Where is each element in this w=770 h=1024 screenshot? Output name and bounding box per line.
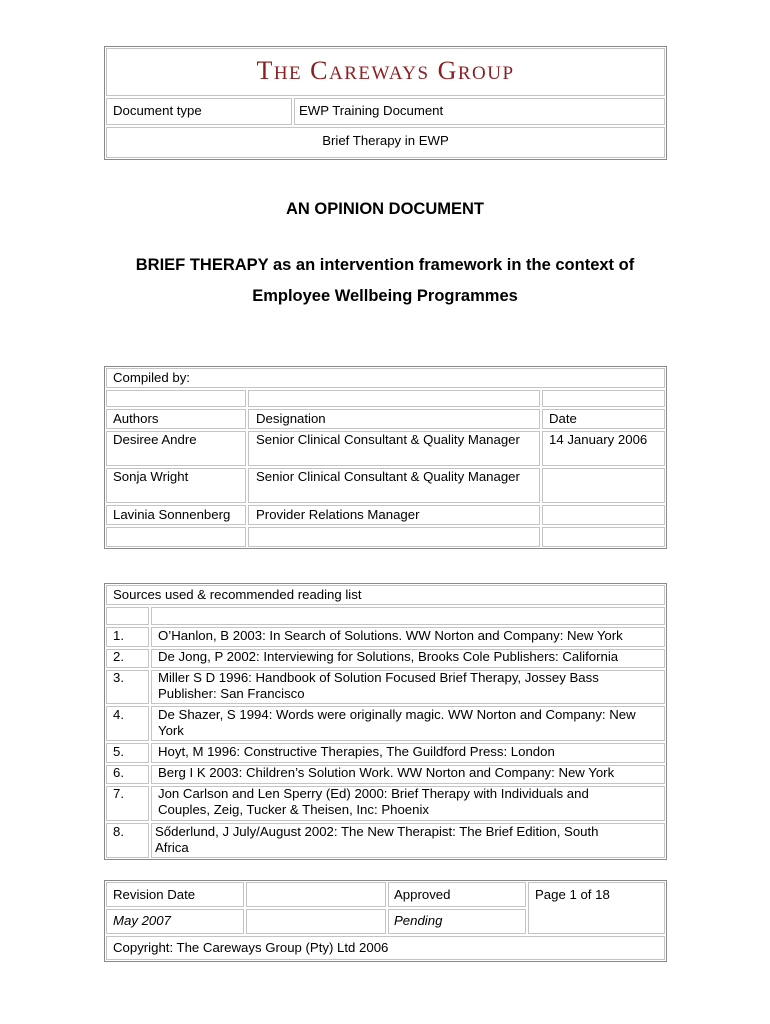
source-number: 4. [113,707,124,722]
revision-date-label: Revision Date [113,887,196,902]
revision-empty-cell [246,909,386,934]
source-number: 5. [113,744,124,759]
page-number: Page 1 of 18 [535,887,610,902]
doc-type-label: Document type [113,103,202,118]
source-text: Jon Carlson and Len Sperry (Ed) 2000: Brief Therapy with Individuals and Couples, Zeig, Tucker & Theisen, Inc: Phoenix [158,786,589,817]
sources-spacer-cell [151,607,665,625]
source-text: De Shazer, S 1994: Words were originally magic. WW Norton and Company: New York [158,707,636,738]
compiled-spacer-cell [106,390,246,407]
date-text: 14 January 2006 [549,432,648,447]
source-number: 3. [113,670,124,685]
copyright-text: Copyright: The Careways Group (Pty) Ltd 2006 [113,940,389,955]
compiled-spacer-cell [248,390,540,407]
author-name: Lavinia Sonnenberg [113,507,231,522]
compiled-empty-cell [106,527,246,547]
compiled-by-label: Compiled by: [113,370,190,385]
source-number: 7. [113,786,124,801]
designation-header: Designation [256,411,326,426]
date-cell [542,468,665,503]
doc-subtitle: Brief Therapy in EWP [322,133,449,148]
document-main-title: AN OPINION DOCUMENT [286,200,484,218]
source-text: Sőderlund, J July/August 2002: The New Therapist: The Brief Edition, South Africa [155,824,599,855]
revision-empty-cell [246,882,386,907]
compiled-empty-cell [542,527,665,547]
approved-label: Approved [394,887,451,902]
source-number: 1. [113,628,124,643]
source-text: Berg I K 2003: Children’s Solution Work. WW Norton and Company: New York [158,765,615,780]
compiled-spacer-cell [542,390,665,407]
document-title-line-2: Employee Wellbeing Programmes [252,287,518,305]
source-text: De Jong, P 2002: Interviewing for Solutions, Brooks Cole Publishers: California [158,649,619,664]
company-logo: THE CAREWAYS GROUP [256,56,515,85]
designation-text: Senior Clinical Consultant & Quality Manager [256,432,520,447]
author-name: Sonja Wright [113,469,189,484]
source-text: Hoyt, M 1996: Constructive Therapies, The Guildford Press: London [158,744,555,759]
revision-date-value: May 2007 [113,913,171,928]
approved-value: Pending [394,913,443,928]
document-title-line-1: BRIEF THERAPY as an intervention framework in the context of [135,256,635,274]
source-text: Miller S D 1996: Handbook of Solution Focused Brief Therapy, Jossey Bass Publisher: San Francisco [158,670,599,701]
designation-text: Provider Relations Manager [256,507,420,522]
date-header: Date [549,411,577,426]
doc-type-value: EWP Training Document [299,103,444,118]
author-name: Desiree Andre [113,432,197,447]
source-text: O’Hanlon, B 2003: In Search of Solutions. WW Norton and Company: New York [158,628,623,643]
compiled-empty-cell [248,527,540,547]
designation-text: Senior Clinical Consultant & Quality Manager [256,469,520,484]
sources-spacer-cell [106,607,149,625]
source-number: 8. [113,824,124,839]
sources-label: Sources used & recommended reading list [113,587,362,602]
source-number: 2. [113,649,124,664]
source-number: 6. [113,765,124,780]
date-cell [542,505,665,525]
authors-header: Authors [113,411,159,426]
